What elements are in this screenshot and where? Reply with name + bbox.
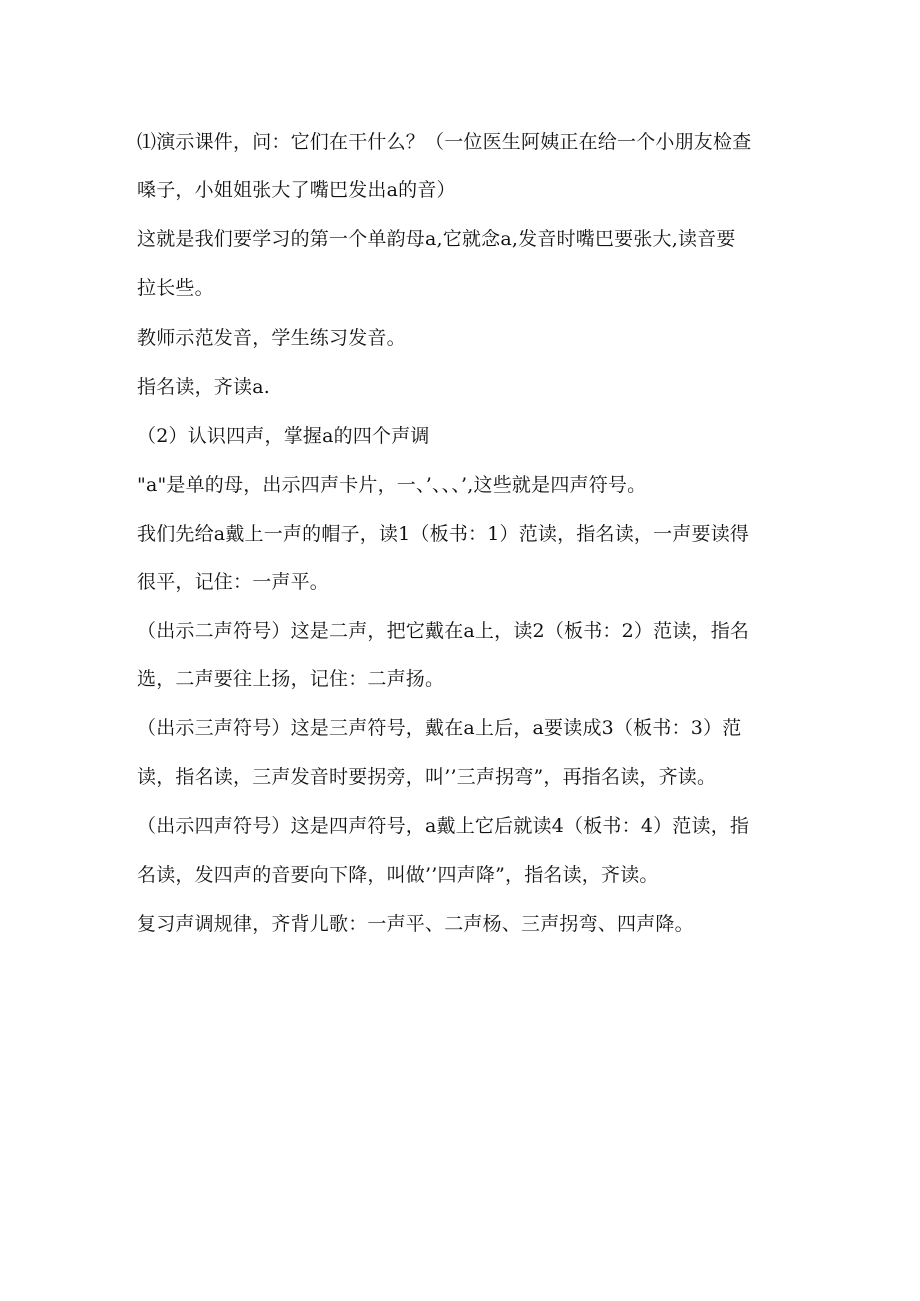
text-line: 这就是我们要学习的第一个单韵母a,它就念a,发音时嘴巴要张大,读音要	[137, 228, 736, 250]
text-line: 指名读，齐读a.	[137, 376, 270, 398]
text-line: 拉长些。	[137, 277, 214, 299]
text-line: （出示三声符号）这是三声符号，戴在a上后，a要读成3（板书：3）范	[137, 717, 742, 739]
text-line: 复习声调规律，齐背儿歌：一声平、二声杨、三声拐弯、四声降。	[137, 913, 694, 935]
text-line: 嗓子，小姐姐张大了嘴巴发出a的音）	[137, 179, 456, 201]
text-line: （2）认识四声，掌握a的四个声调	[137, 425, 430, 447]
text-line: （出示四声符号）这是四声符号，a戴上它后就读4（板书：4）范读，指	[137, 815, 750, 837]
text-line: 选，二声要往上扬，记住：二声扬。	[137, 668, 445, 690]
text-line: 名读，发四声的音要向下降，叫做’’四声降”，指名读，齐读。	[137, 864, 659, 886]
text-line: 很平，记住：一声平。	[137, 571, 330, 593]
text-line: 教师示范发音，学生练习发音。	[137, 327, 406, 349]
text-line: 我们先给a戴上一声的帽子，读1（板书：1）范读，指名读，一声要读得	[137, 523, 750, 545]
text-line: ⑴演示课件，问：它们在干什么？（一位医生阿姨正在给一个小朋友检查	[137, 131, 752, 153]
text-line: "a"是单的母，出示四声卡片，一、’、、、’,这些就是四声符号。	[137, 474, 647, 496]
text-line: （出示二声符号）这是二声，把它戴在a上，读2（板书：2）范读，指名	[137, 620, 750, 642]
text-line: 读，指名读，三声发音时要拐旁，叫’’三声拐弯”，再指名读，齐读。	[137, 766, 717, 788]
